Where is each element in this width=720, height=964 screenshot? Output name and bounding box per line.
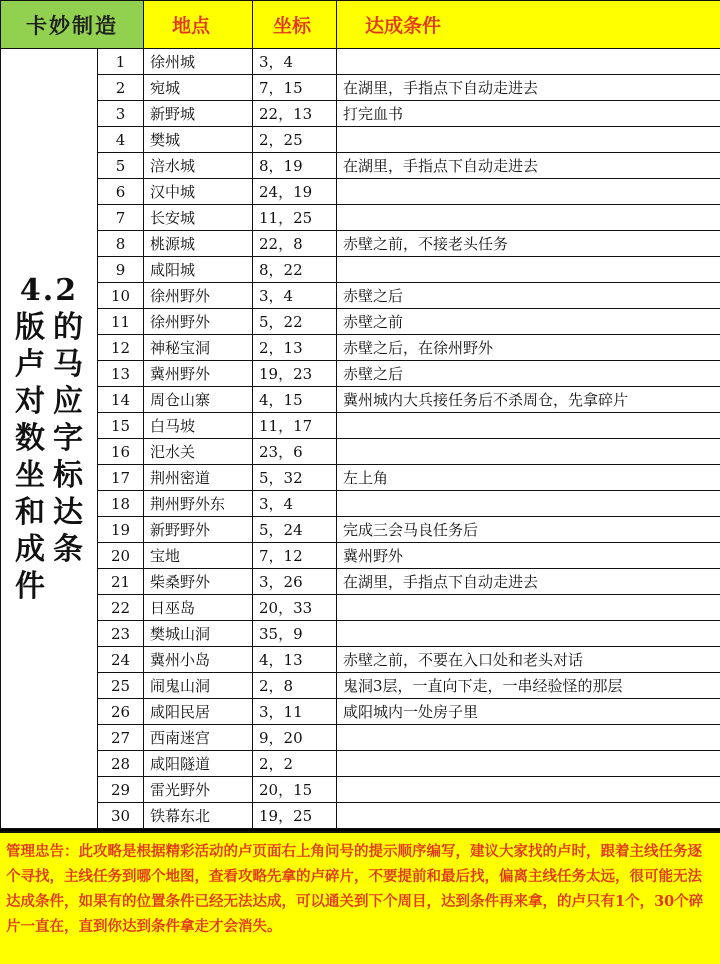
- table-row: [1, 621, 720, 647]
- side-title-char: 字: [53, 420, 83, 456]
- condition-cell: 赤壁之前: [337, 309, 720, 335]
- table-row: [1, 777, 720, 803]
- row-number: 15: [98, 413, 144, 439]
- row-number: 4: [98, 127, 144, 153]
- condition-cell: 赤壁之后: [337, 361, 720, 387]
- row-number: 13: [98, 361, 144, 387]
- condition-header: 达成条件: [337, 1, 720, 49]
- side-title-char: 对: [15, 383, 45, 419]
- side-version: 4.2: [19, 272, 79, 308]
- table-row: [1, 179, 720, 205]
- row-number: 28: [98, 751, 144, 777]
- place-cell: 周仓山寨: [144, 387, 253, 413]
- coord-cell: 23，6: [253, 439, 337, 465]
- side-title-char: 应: [53, 383, 83, 419]
- table-row: [1, 335, 720, 361]
- place-cell: 咸阳隧道: [144, 751, 253, 777]
- row-number: 7: [98, 205, 144, 231]
- condition-cell: [337, 179, 720, 205]
- place-cell: 宝地: [144, 543, 253, 569]
- condition-cell: 在湖里，手指点下自动走进去: [337, 569, 720, 595]
- table-row: [1, 699, 720, 725]
- condition-cell: 赤壁之前，不要在入口处和老头对话: [337, 647, 720, 673]
- condition-cell: [337, 777, 720, 803]
- row-number: 18: [98, 491, 144, 517]
- table-row: [1, 231, 720, 257]
- table-row: [1, 101, 720, 127]
- row-number: 20: [98, 543, 144, 569]
- row-number: 16: [98, 439, 144, 465]
- side-title-char: 件: [15, 568, 45, 604]
- side-title-column: [15, 309, 45, 605]
- table-row: [1, 153, 720, 179]
- condition-cell: 冀州城内大兵接任务后不杀周仓，先拿碎片: [337, 387, 720, 413]
- place-cell: 徐州野外: [144, 309, 253, 335]
- coord-cell: 3，11: [253, 699, 337, 725]
- coord-cell: 5，32: [253, 465, 337, 491]
- row-number: 14: [98, 387, 144, 413]
- table-row: [1, 257, 720, 283]
- place-cell: 汉中城: [144, 179, 253, 205]
- table-row: [1, 751, 720, 777]
- coord-cell: 9，20: [253, 725, 337, 751]
- row-number: 25: [98, 673, 144, 699]
- condition-cell: [337, 595, 720, 621]
- table-row: [1, 569, 720, 595]
- condition-cell: [337, 413, 720, 439]
- row-number: 2: [98, 75, 144, 101]
- table-row: [1, 309, 720, 335]
- condition-cell: 赤壁之后，在徐州野外: [337, 335, 720, 361]
- condition-cell: [337, 621, 720, 647]
- coord-cell: 2，2: [253, 751, 337, 777]
- row-number: 1: [98, 49, 144, 75]
- condition-cell: 赤壁之后: [337, 283, 720, 309]
- place-cell: 新野野外: [144, 517, 253, 543]
- place-cell: 荆州密道: [144, 465, 253, 491]
- place-cell: 徐州城: [144, 49, 253, 75]
- coord-cell: 8，19: [253, 153, 337, 179]
- coord-cell: 7，15: [253, 75, 337, 101]
- condition-cell: [337, 725, 720, 751]
- place-cell: 樊城山洞: [144, 621, 253, 647]
- coord-cell: 20，33: [253, 595, 337, 621]
- row-number: 27: [98, 725, 144, 751]
- place-cell: 长安城: [144, 205, 253, 231]
- row-number: 8: [98, 231, 144, 257]
- place-cell: 桃源城: [144, 231, 253, 257]
- side-title-column: [53, 309, 83, 605]
- row-number: 10: [98, 283, 144, 309]
- side-title-char: 达: [53, 494, 83, 530]
- condition-cell: [337, 439, 720, 465]
- table-row: [1, 387, 720, 413]
- condition-cell: 完成三会马良任务后: [337, 517, 720, 543]
- coord-header: 坐标: [253, 1, 337, 49]
- place-cell: 日巫岛: [144, 595, 253, 621]
- condition-cell: 在湖里，手指点下自动走进去: [337, 75, 720, 101]
- table-row: [1, 439, 720, 465]
- place-cell: 汜水关: [144, 439, 253, 465]
- table-row: [1, 75, 720, 101]
- place-cell: 荆州野外东: [144, 491, 253, 517]
- row-number: 23: [98, 621, 144, 647]
- row-number: 5: [98, 153, 144, 179]
- table-row: [1, 361, 720, 387]
- place-cell: 涪水城: [144, 153, 253, 179]
- condition-cell: [337, 491, 720, 517]
- advice-note: 管理忠告：此攻略是根据精彩活动的卢页面右上角问号的提示顺序编写，建议大家找的卢时，跟着主线任务逐个寻找，主线任务到哪个地图，查看攻略先拿的卢碎片，不要提前和最后找，偏离主线任务太远，很可能无法达成条件，如果有的位置条件已经无法达成，可以通关到下个周目，达到条件再来拿，的卢只有1个，30个碎片一直在，直到你达到条件拿走才会消失。: [0, 831, 720, 964]
- condition-cell: 打完血书: [337, 101, 720, 127]
- table-row: [1, 491, 720, 517]
- coord-cell: 11，17: [253, 413, 337, 439]
- place-cell: 神秘宝洞: [144, 335, 253, 361]
- row-number: 17: [98, 465, 144, 491]
- condition-cell: [337, 751, 720, 777]
- table-row: [1, 595, 720, 621]
- side-title-char: 的: [53, 309, 83, 345]
- coord-cell: 2，8: [253, 673, 337, 699]
- place-cell: 咸阳民居: [144, 699, 253, 725]
- row-number: 29: [98, 777, 144, 803]
- row-number: 26: [98, 699, 144, 725]
- coord-cell: 22，8: [253, 231, 337, 257]
- place-cell: 咸阳城: [144, 257, 253, 283]
- coord-cell: 22，13: [253, 101, 337, 127]
- condition-cell: [337, 205, 720, 231]
- row-number: 21: [98, 569, 144, 595]
- side-title-char: 条: [53, 531, 83, 567]
- table-row: [1, 49, 720, 75]
- side-title-char: 马: [53, 346, 83, 382]
- coord-cell: 5，24: [253, 517, 337, 543]
- coord-cell: 3，4: [253, 283, 337, 309]
- side-title-char: 成: [15, 531, 45, 567]
- table-row: [1, 673, 720, 699]
- row-number: 3: [98, 101, 144, 127]
- coord-cell: 3，4: [253, 49, 337, 75]
- row-number: 19: [98, 517, 144, 543]
- place-cell: 冀州野外: [144, 361, 253, 387]
- condition-cell: [337, 257, 720, 283]
- row-number: 6: [98, 179, 144, 205]
- condition-cell: 咸阳城内一处房子里: [337, 699, 720, 725]
- place-cell: 雷光野外: [144, 777, 253, 803]
- row-number: 9: [98, 257, 144, 283]
- table-row: [1, 205, 720, 231]
- table-row: [1, 517, 720, 543]
- table-row: [1, 647, 720, 673]
- brand-header: 卡妙制造: [1, 1, 144, 49]
- coord-cell: 7，12: [253, 543, 337, 569]
- table-row: [1, 283, 720, 309]
- place-header: 地点: [144, 1, 253, 49]
- side-title: [1, 49, 98, 829]
- place-cell: 冀州小岛: [144, 647, 253, 673]
- place-cell: 铁幕东北: [144, 803, 253, 829]
- table-row: [1, 413, 720, 439]
- coord-cell: 8，22: [253, 257, 337, 283]
- side-title-char: 和: [15, 494, 45, 530]
- coord-cell: 5，22: [253, 309, 337, 335]
- table-body: [1, 49, 720, 829]
- side-title-char: 坐: [15, 457, 45, 493]
- place-cell: 樊城: [144, 127, 253, 153]
- place-cell: 白马坡: [144, 413, 253, 439]
- row-number: 12: [98, 335, 144, 361]
- table-row: [1, 127, 720, 153]
- place-cell: 新野城: [144, 101, 253, 127]
- coord-cell: 2，25: [253, 127, 337, 153]
- side-title-char: 标: [53, 457, 83, 493]
- coord-cell: 24，19: [253, 179, 337, 205]
- coord-cell: 4，15: [253, 387, 337, 413]
- condition-cell: [337, 127, 720, 153]
- row-number: 24: [98, 647, 144, 673]
- condition-cell: 赤壁之前，不接老头任务: [337, 231, 720, 257]
- row-number: 30: [98, 803, 144, 829]
- condition-cell: 鬼洞3层，一直向下走，一串经验怪的那层: [337, 673, 720, 699]
- coord-cell: 19，23: [253, 361, 337, 387]
- coord-cell: 2，13: [253, 335, 337, 361]
- side-title-char: 数: [15, 420, 45, 456]
- condition-cell: [337, 803, 720, 829]
- table-row: [1, 803, 720, 829]
- coord-cell: 19，25: [253, 803, 337, 829]
- condition-cell: 在湖里，手指点下自动走进去: [337, 153, 720, 179]
- place-cell: 徐州野外: [144, 283, 253, 309]
- table-row: [1, 725, 720, 751]
- condition-cell: 冀州野外: [337, 543, 720, 569]
- row-number: 22: [98, 595, 144, 621]
- row-number: 11: [98, 309, 144, 335]
- coord-cell: 11，25: [253, 205, 337, 231]
- coord-cell: 3，4: [253, 491, 337, 517]
- side-title-char: 版: [15, 309, 45, 345]
- place-cell: 柴桑野外: [144, 569, 253, 595]
- coord-cell: 20，15: [253, 777, 337, 803]
- table-row: [1, 465, 720, 491]
- table-row: [1, 543, 720, 569]
- coord-cell: 4，13: [253, 647, 337, 673]
- place-cell: 宛城: [144, 75, 253, 101]
- place-cell: 西南迷宫: [144, 725, 253, 751]
- condition-cell: [337, 49, 720, 75]
- coord-cell: 35，9: [253, 621, 337, 647]
- coord-cell: 3，26: [253, 569, 337, 595]
- side-title-char: 卢: [15, 346, 45, 382]
- condition-cell: 左上角: [337, 465, 720, 491]
- place-cell: 闹鬼山洞: [144, 673, 253, 699]
